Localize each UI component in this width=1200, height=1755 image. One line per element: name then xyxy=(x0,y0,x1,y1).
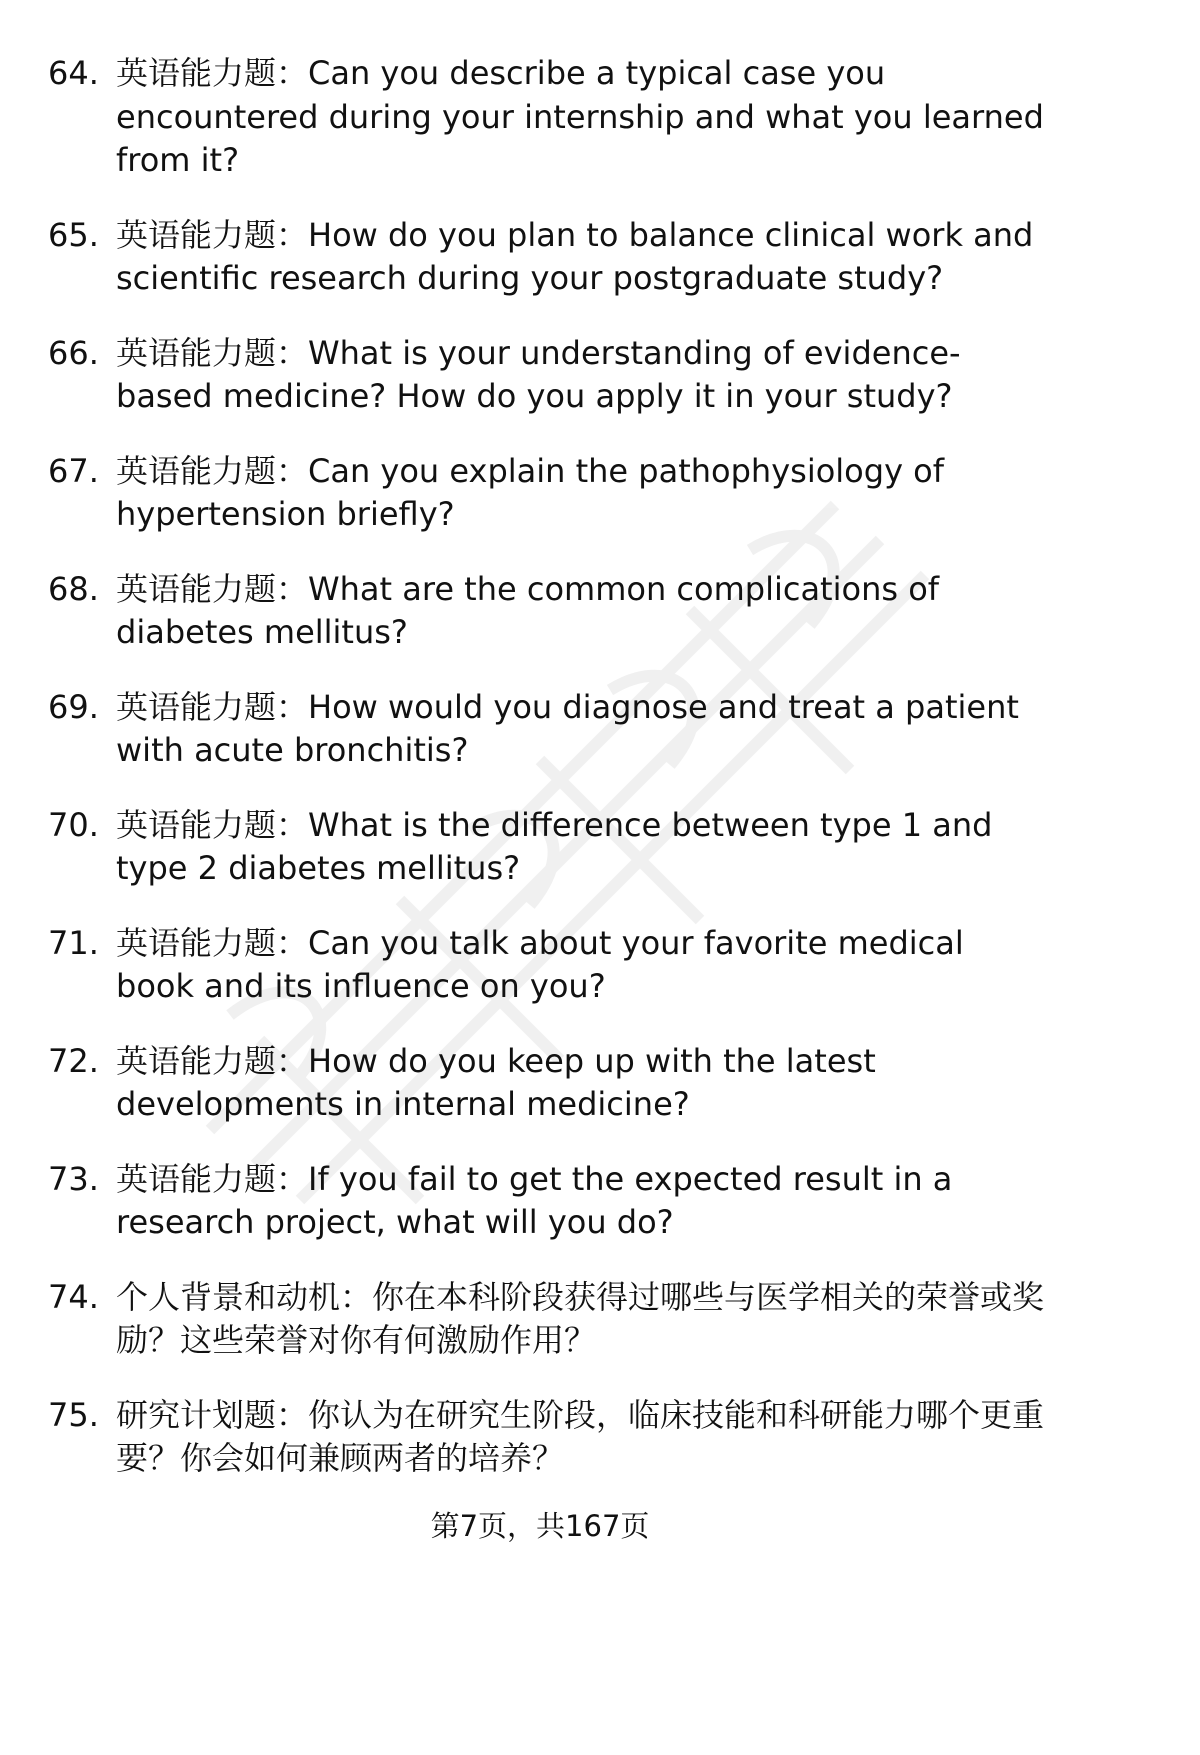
question-item xyxy=(48,332,1048,419)
question-item xyxy=(48,1040,1048,1127)
question-item xyxy=(48,568,1048,655)
question-number: 74. xyxy=(48,1277,99,1316)
question-text: 英语能力题：What is the difference between type 1 and type 2 diabetes mellitus? xyxy=(116,805,993,887)
question-item xyxy=(48,1158,1048,1245)
question-text: 英语能力题：How would you diagnose and treat a patient with acute bronchitis? xyxy=(116,687,1019,769)
question-text: 英语能力题：Can you explain the pathophysiology of hypertension briefly? xyxy=(116,451,945,533)
question-number: 67. xyxy=(48,451,99,490)
question-number: 75. xyxy=(48,1395,99,1434)
question-number: 68. xyxy=(48,569,99,608)
question-item xyxy=(48,214,1048,301)
question-text: 英语能力题：Can you talk about your favorite medical book and its influence on you? xyxy=(116,923,964,1005)
question-number: 70. xyxy=(48,805,99,844)
question-text: 英语能力题：If you fail to get the expected result in a research project, what will you do? xyxy=(116,1159,953,1241)
question-item xyxy=(48,450,1048,537)
question-number: 69. xyxy=(48,687,99,726)
question-item xyxy=(48,686,1048,773)
question-item xyxy=(48,1394,1048,1481)
question-list xyxy=(48,52,1048,1512)
question-item xyxy=(48,922,1048,1009)
question-item xyxy=(48,52,1048,183)
question-text: 英语能力题：Can you describe a typical case you encountered during your internship and what you learned from it? xyxy=(116,54,1044,179)
question-text: 个人背景和动机：你在本科阶段获得过哪些与医学相关的荣誉或奖励？这些荣誉对你有何激励作用？ xyxy=(116,1277,1045,1359)
question-number: 66. xyxy=(48,333,99,372)
question-number: 73. xyxy=(48,1159,99,1198)
question-item xyxy=(48,1276,1048,1363)
question-text: 英语能力题：How do you plan to balance clinical work and scientific research during your postgraduate study? xyxy=(116,215,1034,297)
page-footer: 第7页，共167页 xyxy=(430,1509,650,1543)
question-number: 65. xyxy=(48,215,99,254)
question-number: 71. xyxy=(48,923,99,962)
question-text: 英语能力题：What are the common complications of diabetes mellitus? xyxy=(116,569,940,651)
question-text: 英语能力题：What is your understanding of evidence-based medicine? How do you apply it in your study? xyxy=(116,333,961,415)
question-item xyxy=(48,804,1048,891)
question-text: 研究计划题：你认为在研究生阶段，临床技能和科研能力哪个更重要？你会如何兼顾两者的培养？ xyxy=(116,1395,1045,1477)
question-number: 64. xyxy=(48,54,99,92)
question-text: 英语能力题：How do you keep up with the latest developments in internal medicine? xyxy=(116,1041,876,1123)
question-number: 72. xyxy=(48,1041,99,1080)
